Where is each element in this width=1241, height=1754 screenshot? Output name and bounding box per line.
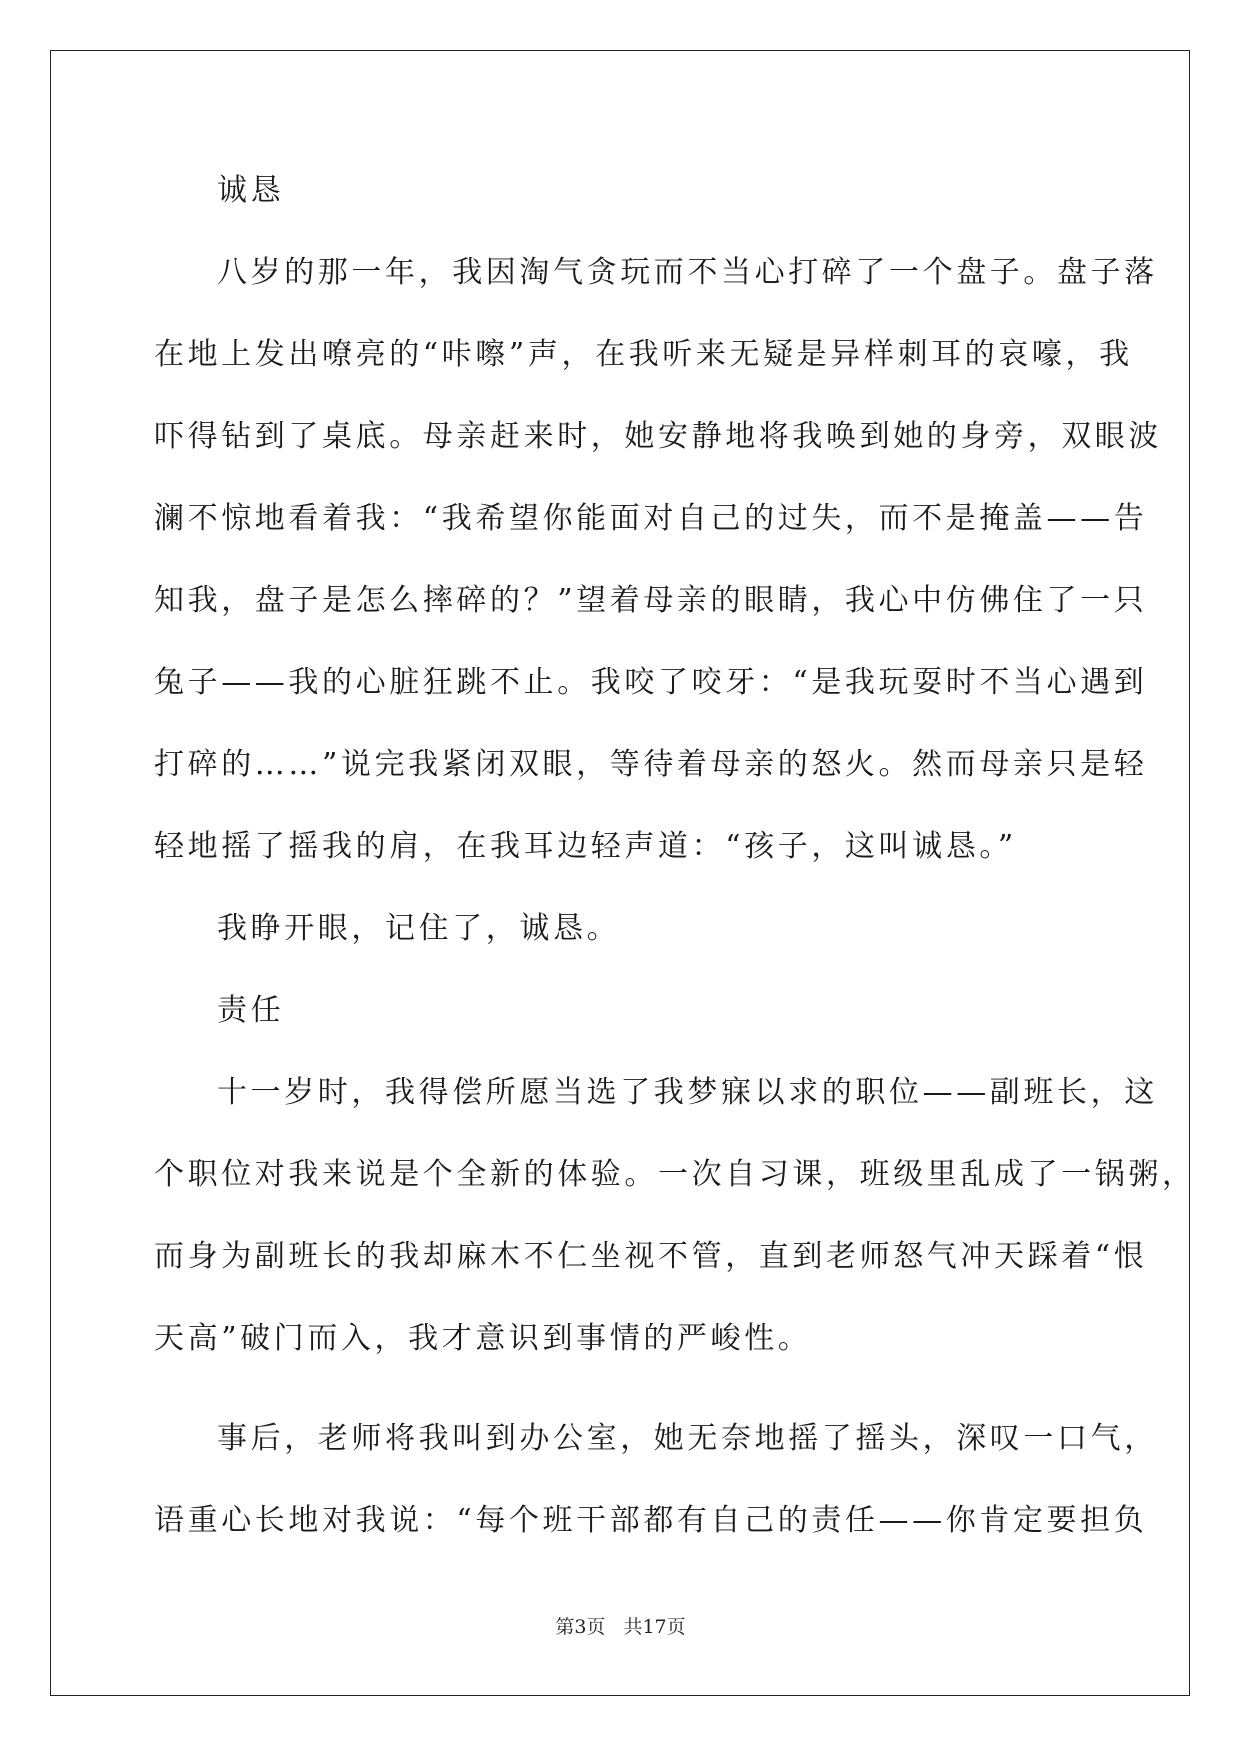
heading-text: 诚恳 [217,173,285,208]
document-body [154,150,1196,1562]
paragraph-line: 澜不惊地看着我：“我希望你能面对自己的过失，而不是掩盖——告 [154,501,1148,536]
page-total: 共17页 [623,1616,686,1638]
paragraph-line: 十一岁时，我得偿所愿当选了我梦寐以求的职位——副班长，这 [217,1075,1158,1110]
paragraph-gap [154,1380,1094,1398]
paragraph-line: 兔子——我的心脏狂跳不止。我咬了咬牙：“是我玩耍时不当心遇到 [154,665,1148,700]
paragraph-line: 八岁的那一年，我因淘气贪玩而不当心打碎了一个盘子。盘子落 [217,255,1158,290]
paragraph [154,1052,1196,1380]
paragraph [154,232,1162,888]
paragraph-line: 而身为副班长的我却麻木不仁坐视不管，直到老师怒气冲天踩着“恨 [154,1239,1148,1274]
paragraph-line: 打碎的……”说完我紧闭双眼，等待着母亲的怒火。然而母亲只是轻 [154,747,1148,782]
paragraph-line: 吓得钻到了桌底。母亲赶来时，她安静地将我唤到她的身旁，双眼波 [154,419,1162,454]
paragraph-line: 轻地摇了摇我的肩，在我耳边轻声道：“孩子，这叫诚恳。” [154,829,1017,864]
page-footer [0,1612,1241,1639]
paragraph-line: 知我，盘子是怎么摔碎的？”望着母亲的眼睛，我心中仿佛住了一只 [154,583,1148,618]
paragraph [154,888,1094,970]
paragraph-line: 在地上发出嘹亮的“咔嚓”声，在我听来无疑是异样刺耳的哀嚎，我 [154,337,1133,372]
paragraph-line: 个职位对我来说是个全新的体验。一次自习课，班级里乱成了一锅粥， [154,1157,1196,1192]
paragraph [154,1398,1158,1562]
heading-text: 责任 [217,993,285,1028]
section-heading-chengken [154,150,1094,232]
paragraph-line: 我睁开眼，记住了，诚恳。 [217,911,621,946]
page-number: 第3页 [555,1616,606,1638]
paragraph-line: 语重心长地对我说：“每个班干部都有自己的责任——你肯定要担负 [154,1503,1148,1538]
paragraph-line: 事后，老师将我叫到办公室，她无奈地摇了摇头，深叹一口气， [217,1421,1158,1456]
paragraph-line: 天高”破门而入，我才意识到事情的严峻性。 [154,1321,812,1356]
section-heading-zeren [154,970,1094,1052]
